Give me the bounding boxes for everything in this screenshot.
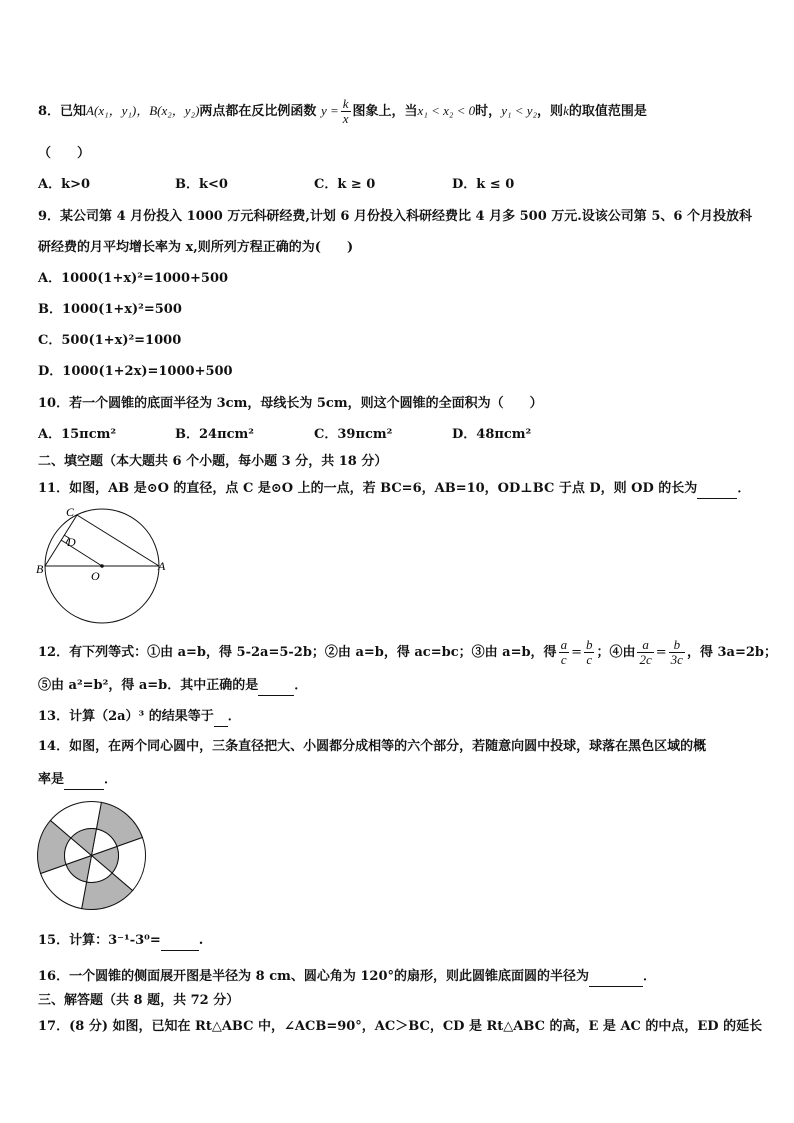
answer-blank (258, 675, 294, 696)
condition-y: y₁ < y₂ (501, 103, 538, 118)
q9-option-d: D．1000(1+2x)=1000+500 (38, 364, 233, 379)
condition-x: x₁ < x₂ < 0 (417, 103, 476, 118)
label-o: O (91, 569, 100, 583)
question-9-line1: 9．某公司第 4 月份投入 1000 万元科研经费,计划 6 月份投入科研经费比 4 月多 500 万元.设该公司第 5、6 个月投放科 (38, 209, 752, 224)
fraction-b-over-3c: $\frac{b}{3c}$ (670, 637, 683, 667)
answer-blank (214, 706, 228, 727)
points-label: A(x₁，y₁)，B(x₂，y₂) (86, 103, 200, 118)
answer-blank (64, 769, 104, 790)
q8-option-b: B．k<0 (175, 177, 228, 192)
fraction-a-over-c: $\frac{a}{c}$ (560, 637, 568, 667)
question-11-stem: 11．如图，AB 是⊙O 的直径，点 C 是⊙O 上的一点，若 BC=6，AB=10，OD⊥BC 于点 D，则 OD 的长为 ． (38, 478, 750, 499)
q10-option-c: C．39πcm² (314, 427, 393, 442)
question-8-paren: （ ） (38, 146, 91, 161)
question-12-line1: 12．有下列等式：①由 a=b，得 5-2a=5-2b；②由 a=b，得 ac=bc；③由 a=b，得 $\frac{a}{c}$ = $\frac{b}{c}$ ；④由 $\frac{a}{2c}$ = $\frac{b}{3c}$ ，得 3a=2b； (38, 637, 777, 667)
q9-option-a: A．1000(1+x)²=1000+500 (38, 271, 229, 286)
question-12-line2: ⑤由 a²=b²，得 a=b．其中正确的是 ． (38, 675, 307, 696)
question-16-stem: 16．一个圆锥的侧面展开图是半径为 8 cm、圆心角为 120°的扇形，则此圆锥底面圆的半径为 ． (38, 966, 656, 987)
q10-option-b: B．24πcm² (175, 427, 254, 442)
answer-blank (697, 478, 737, 499)
q9-option-c: C．500(1+x)²=1000 (38, 333, 182, 348)
label-a: A (158, 559, 166, 573)
q10-option-d: D．48πcm² (452, 427, 532, 442)
label-b: B (36, 562, 44, 576)
question-17-stem: 17．(8 分) 如图，已知在 Rt△ABC 中，∠ACB=90°，AC＞BC，CD 是 Rt△ABC 的高，E 是 AC 的中点，ED 的延长 (38, 1019, 763, 1034)
concentric-circles-figure-q14 (34, 798, 149, 913)
label-d: D (67, 535, 76, 549)
label-c: C (66, 505, 75, 519)
q9-option-b: B．1000(1+x)²=500 (38, 302, 182, 317)
question-14-line1: 14．如图，在两个同心圆中，三条直径把大、小圆都分成相等的六个部分，若随意向圆中投球，球落在黑色区域的概 (38, 739, 707, 754)
q8-option-a: A．k>0 (38, 177, 91, 192)
fraction-k-over-x: $\frac{k}{x}$ (342, 96, 349, 126)
circle-figure-q11 (34, 503, 169, 625)
question-9-line2: 研经费的月平均增长率为 x,则所列方程正确的为( ) (38, 240, 354, 255)
q8-option-d: D．k ≤ 0 (452, 177, 515, 192)
function-lhs: y = (320, 103, 339, 118)
center-dot (100, 564, 104, 568)
answer-blank (589, 966, 643, 987)
fraction-a-over-2c: $\frac{a}{2c}$ (639, 637, 652, 667)
q10-option-a: A．15πcm² (38, 427, 117, 442)
section-3-heading: 三、解答题（共 8 题，共 72 分） (38, 993, 240, 1008)
question-13-stem: 13．计算（2a）³ 的结果等于 ． (38, 706, 241, 727)
question-14-line2: 率是 ． (38, 769, 117, 790)
q8-option-c: C．k ≥ 0 (314, 177, 376, 192)
question-10-stem: 10．若一个圆锥的底面半径为 3cm，母线长为 5cm，则这个圆锥的全面积为（ ） (38, 396, 543, 411)
ring-sectors (38, 802, 146, 910)
answer-blank (161, 930, 199, 951)
question-8-stem: 8．已知A(x₁，y₁)，B(x₂，y₂)两点都在反比例函数 y = $\frac{k}{x}$ 图象上，当x₁ < x₂ < 0时，y₁ < y₂，则k的取值范围是 (38, 96, 647, 126)
section-2-heading: 二、填空题（本大题共 6 个小题，每小题 3 分，共 18 分） (38, 454, 388, 469)
question-15-stem: 15．计算：3⁻¹-3⁰= . (38, 930, 203, 951)
fraction-b-over-c: $\frac{b}{c}$ (585, 637, 593, 667)
